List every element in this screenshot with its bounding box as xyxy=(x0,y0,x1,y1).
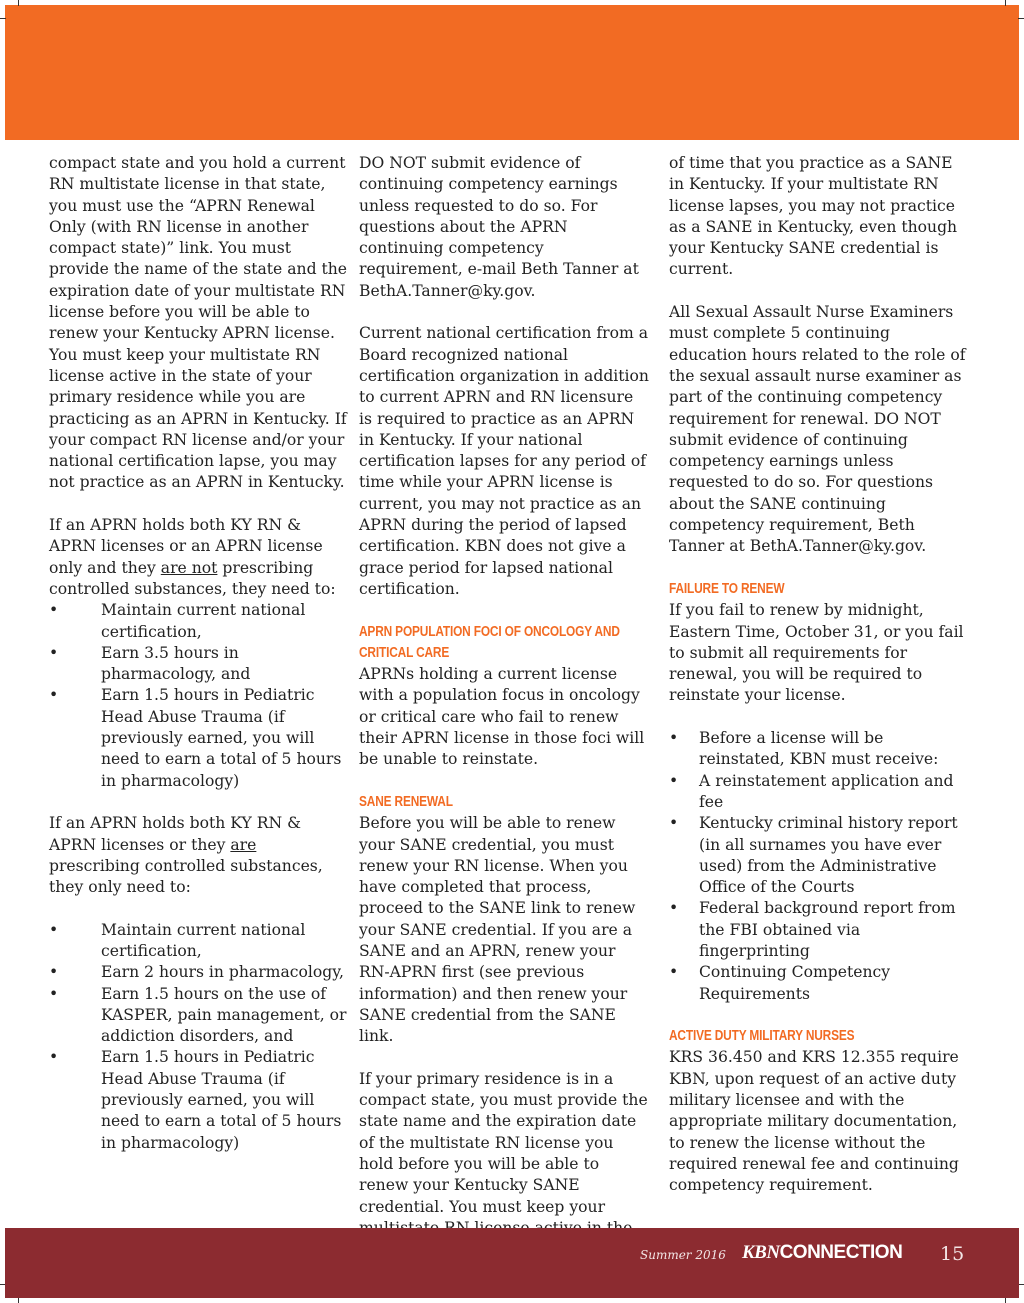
list-item xyxy=(49,643,349,686)
list-item xyxy=(49,962,349,983)
paragraph: If your primary residence is in a compact state, you must provide the state name and the expiration date of the multistate RN license you hold before you will be able to renew your Kentucky SANE credential. You must keep your xyxy=(359,1069,648,1216)
list-item xyxy=(49,1047,349,1153)
text-run: If an APRN holds both KY RN & APRN licenses or an APRN license only and they xyxy=(49,516,323,577)
bullet-icon: • xyxy=(49,920,59,939)
list-item-text: Maintain current national certification, xyxy=(101,601,306,641)
section-heading: CRITICAL CARE xyxy=(359,644,450,661)
list-item-text: Earn 1.5 hours in Pediatric Head Abuse Trauma (if previously earned, you will need to earn a total of 5 hours in pharmacology) xyxy=(101,1048,342,1152)
list-item-text: Before a license will be reinstated, KBN must receive: xyxy=(699,729,939,769)
section-heading: APRN POPULATION FOCI OF ONCOLOGY AND xyxy=(359,623,620,640)
column-1 xyxy=(49,153,349,1154)
bullet-icon: • xyxy=(669,963,679,982)
bullet-icon: • xyxy=(669,771,679,790)
crop-mark xyxy=(1018,18,1024,19)
paragraph: KRS 36.450 and KRS 12.355 require KBN, upon request of an active duty military licensee and with the appropriate military documentation, to renew the license without the required renewal fee and continuing competency requirement. xyxy=(669,1048,959,1195)
list-item xyxy=(49,685,349,791)
list-item-text: Earn 2 hours in pharmacology, xyxy=(101,963,344,982)
text-run: prescribing controlled substances, they need to: xyxy=(49,558,336,598)
crop-mark xyxy=(18,0,19,6)
section-heading: SANE RENEWAL xyxy=(359,793,453,810)
page-number: 15 xyxy=(940,1243,965,1265)
list-item-text: Earn 1.5 hours in Pediatric Head Abuse Trauma (if previously earned, you will need to earn a total of 5 hours in pharmacology) xyxy=(101,686,342,790)
logo-kbn: KBN xyxy=(742,1242,780,1263)
list-item xyxy=(49,984,349,1048)
paragraph xyxy=(49,813,349,898)
paragraph: Current national certification from a Board recognized national certification organization in addition to current APRN and RN licensure is required to practice as an APRN in Kentucky. If your national certification lapses for any period of time while your APRN license is current, you may not practice as an APRN during the period of lapsed certification. KBN does not give a grace period for lapsed national certification. xyxy=(359,324,649,598)
bullet-icon: • xyxy=(669,899,679,918)
paragraph: of time that you practice as a SANE in Kentucky. If your multistate RN license lapses, you may not practice as a SANE in Kentucky, even though your Kentucky SANE credential is current. xyxy=(669,154,958,279)
list-item xyxy=(669,898,967,962)
paragraph: APRNs holding a current license with a population focus in oncology or critical care who fail to renew their APRN license in those foci will be unable to reinstate. xyxy=(359,665,645,769)
list-item xyxy=(669,728,967,771)
underlined-text: are xyxy=(230,835,257,854)
paragraph xyxy=(49,515,349,600)
header-band xyxy=(5,5,1019,140)
logo-connection: CONNECTION xyxy=(779,1242,903,1263)
paragraph: Before you will be able to renew your SANE credential, you must renew your RN license. When you have completed that process, proceed to the SANE link to renew your SANE credential. If you are a SANE and an APRN, renew your RN-APRN first (see previous information) and then renew your SANE credential from the SANE link. xyxy=(359,814,636,1046)
paragraph: All Sexual Assault Nurse Examiners must complete 5 continuing education hours related to the role of the sexual assault nurse examiner as part of the continuing competency requirement for renewal. DO NOT submit evidence of continuing competency earnings unless requested to do so. For questions about the SANE continuing competency requirement, Beth Tanner at BethA.Tanner@ky.gov. xyxy=(669,303,966,556)
paragraph: compact state and you hold a current RN multistate license in that state, you must use the “APRN Renewal Only (with RN license in another compact state)” link. You must provide the name of the state and the expiration date of your multistate RN license before you will be able to renew your Kentucky APRN license. You must keep your multistate RN license active in the state of your primary residence while you are practicing as an APRN in Kentucky. If your compact RN license and/or your national certification lapse, you may not practice as an APRN in Kentucky. xyxy=(49,154,348,492)
list-item xyxy=(669,771,967,814)
list-item-text: A reinstatement application and fee xyxy=(699,771,954,811)
list-item-text: Kentucky criminal history report (in all surnames you have ever used) from the Administrative Office of the Courts xyxy=(699,814,958,897)
list-item-text: Maintain current national certification, xyxy=(101,920,306,960)
bullet-icon: • xyxy=(49,643,59,662)
issue-season: Summer 2016 xyxy=(640,1248,726,1262)
paragraph: If you fail to renew by midnight, Eastern Time, October 31, or you fail to submit all requirements for renewal, you will be required to reinstate your license. xyxy=(669,601,964,705)
bullet-icon: • xyxy=(669,729,679,748)
underlined-text: are not xyxy=(160,558,218,577)
bullet-icon: • xyxy=(49,963,59,982)
list-item xyxy=(669,813,967,898)
text-run: prescribing controlled substances, they only need to: xyxy=(49,856,323,897)
list-item xyxy=(669,962,967,1005)
list-item xyxy=(49,600,349,643)
list-item-text: Federal background report from the FBI obtained via fingerprinting xyxy=(699,899,956,960)
column-3 xyxy=(669,153,967,1197)
bullet-icon: • xyxy=(49,984,59,1003)
text-run: If an APRN holds both KY RN & APRN licenses or they xyxy=(49,814,301,854)
list-item-text: Earn 1.5 hours on the use of KASPER, pain management, or addiction disorders, and xyxy=(101,984,347,1046)
list-item-text: Continuing Competency Requirements xyxy=(699,963,891,1003)
bullet-icon: • xyxy=(49,1048,59,1067)
crop-mark xyxy=(1005,0,1006,6)
column-2 xyxy=(359,153,651,1282)
bullet-icon: • xyxy=(669,814,679,833)
section-heading: ACTIVE DUTY MILITARY NURSES xyxy=(669,1028,855,1045)
publication-logo xyxy=(742,1242,902,1264)
paragraph: DO NOT submit evidence of continuing competency earnings unless requested to do so. For questions about the APRN continuing competency requirement, e-mail Beth Tanner at BethA.Tanner@ky.gov. xyxy=(359,154,639,300)
crop-mark xyxy=(0,18,6,19)
bullet-icon: • xyxy=(49,686,59,705)
list-item xyxy=(49,920,349,963)
list-item-text: Earn 3.5 hours in pharmacology, and xyxy=(101,643,251,684)
bullet-icon: • xyxy=(49,601,59,620)
section-heading: FAILURE TO RENEW xyxy=(669,580,785,597)
